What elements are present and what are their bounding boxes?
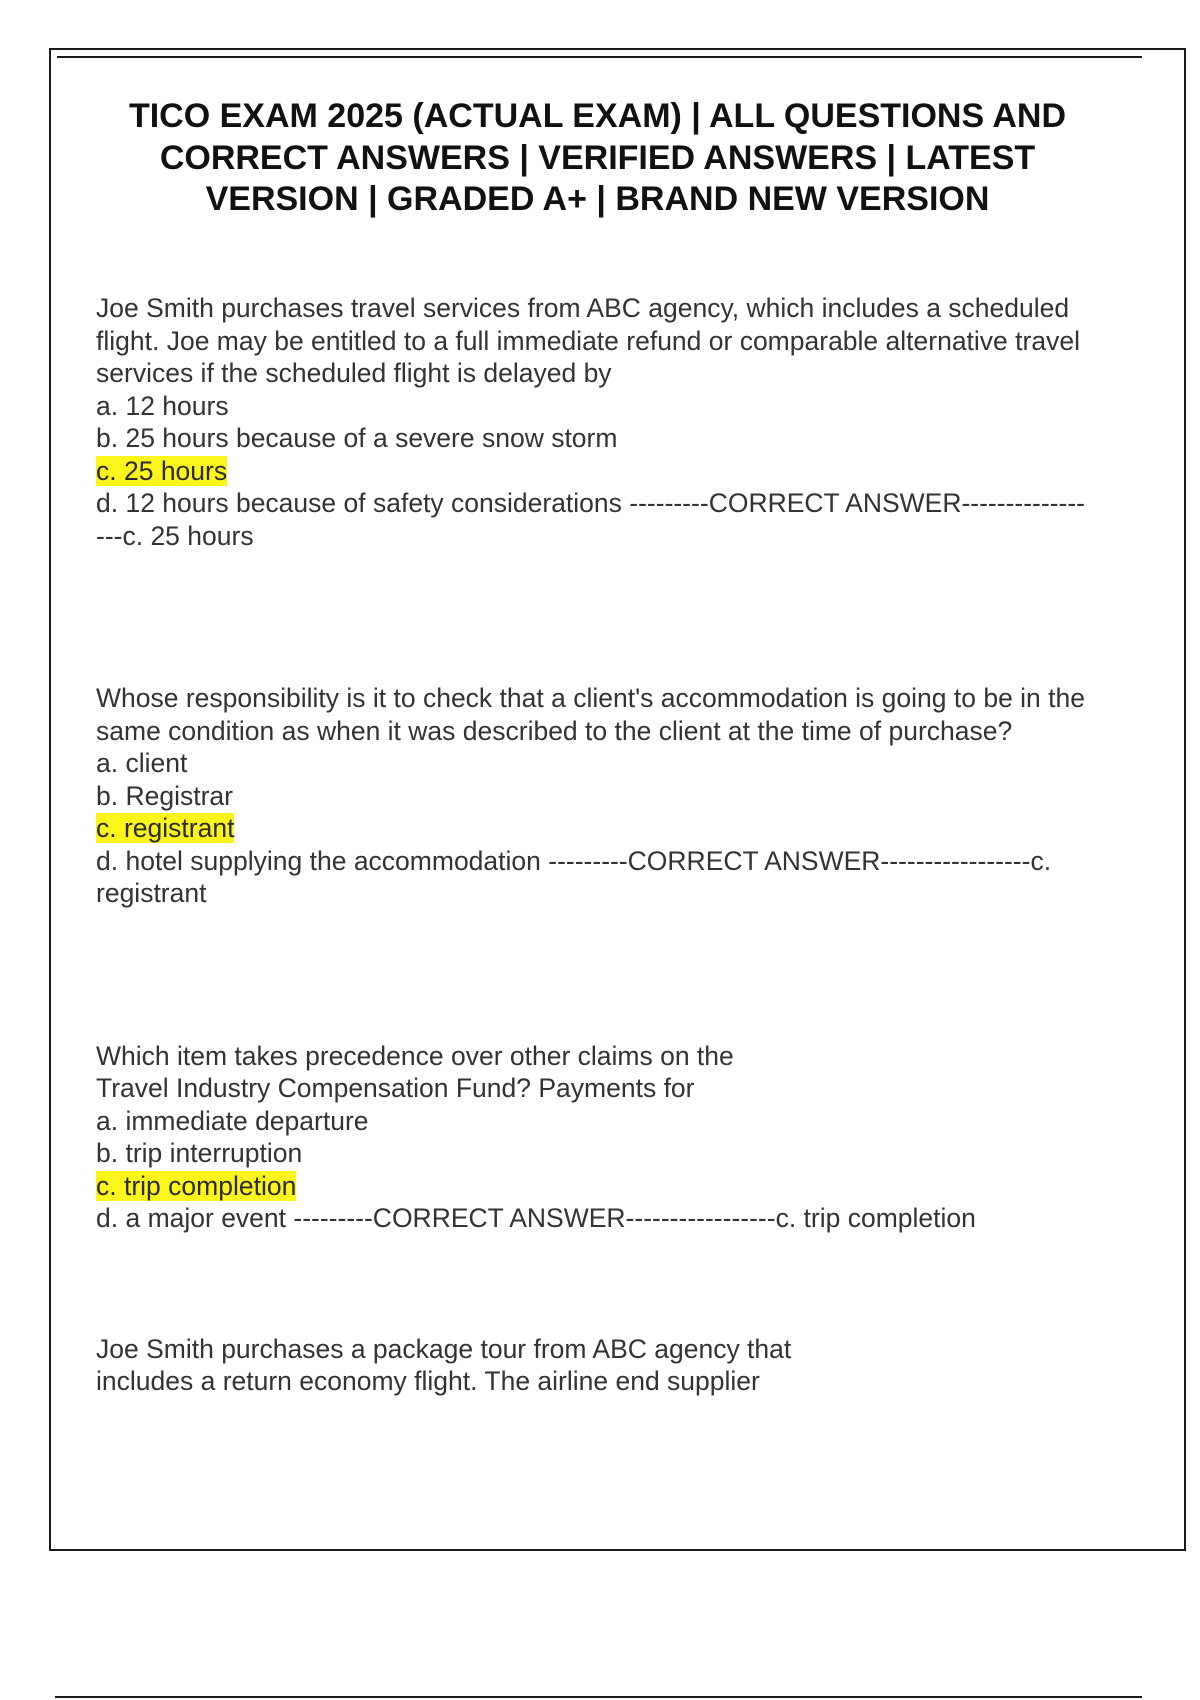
question-stem-line-1: Joe Smith purchases a package tour from ABC agency that [96, 1333, 792, 1364]
option-c [96, 1170, 1086, 1203]
question-stem-line-2: includes a return economy flight. The airline end supplier [96, 1366, 760, 1396]
question-stem-line-1: Which item takes precedence over other claims on the [96, 1040, 734, 1071]
spacer [96, 552, 1086, 682]
option-b: b. 25 hours because of a severe snow storm [96, 423, 618, 453]
option-c [96, 455, 1086, 488]
option-d-with-answer: d. a major event ---------CORRECT ANSWER-----------------c. trip completion [96, 1203, 976, 1233]
question-4 [96, 1333, 1086, 1398]
highlighted-correct-option: c. registrant [96, 813, 235, 843]
option-a: a. 12 hours [96, 390, 229, 421]
question-stem: Whose responsibility is it to check that a client's accommodation is going to be in the same condition as when it was described to the client at the time of purchase? [96, 683, 1086, 746]
top-rule [57, 56, 1142, 58]
option-b: b. trip interruption [96, 1138, 303, 1168]
highlighted-correct-option: c. trip completion [96, 1170, 297, 1201]
highlighted-correct-option: c. 25 hours [96, 455, 228, 486]
option-d-with-answer: d. 12 hours because of safety considerations ---------CORRECT ANSWER-----------------c. 25 hours [96, 488, 1086, 551]
option-a: a. immediate departure [96, 1105, 369, 1136]
question-1 [96, 292, 1086, 552]
spacer [96, 1235, 1086, 1333]
question-stem-line-2: Travel Industry Compensation Fund? Payments for [96, 1073, 695, 1103]
bottom-rule [55, 1696, 1142, 1698]
question-stem: Joe Smith purchases travel services from ABC agency, which includes a scheduled flight. Joe may be entitled to a full immediate refund or comparable alternative travel services if the scheduled flight is delayed by [96, 293, 1080, 388]
option-b: b. Registrar [96, 780, 233, 811]
option-c [96, 812, 1086, 845]
questions-list [96, 292, 1086, 1398]
document-title: TICO EXAM 2025 (ACTUAL EXAM) | ALL QUESTIONS AND CORRECT ANSWERS | VERIFIED ANSWERS | LATEST VERSION | GRADED A+ | BRAND NEW VERSION [128, 97, 1067, 218]
question-2 [96, 682, 1086, 910]
option-d-with-answer: d. hotel supplying the accommodation ---------CORRECT ANSWER-----------------c. registrant [96, 845, 1052, 908]
option-a: a. client [96, 748, 188, 778]
question-3 [96, 1040, 1086, 1235]
spacer [96, 910, 1086, 1040]
